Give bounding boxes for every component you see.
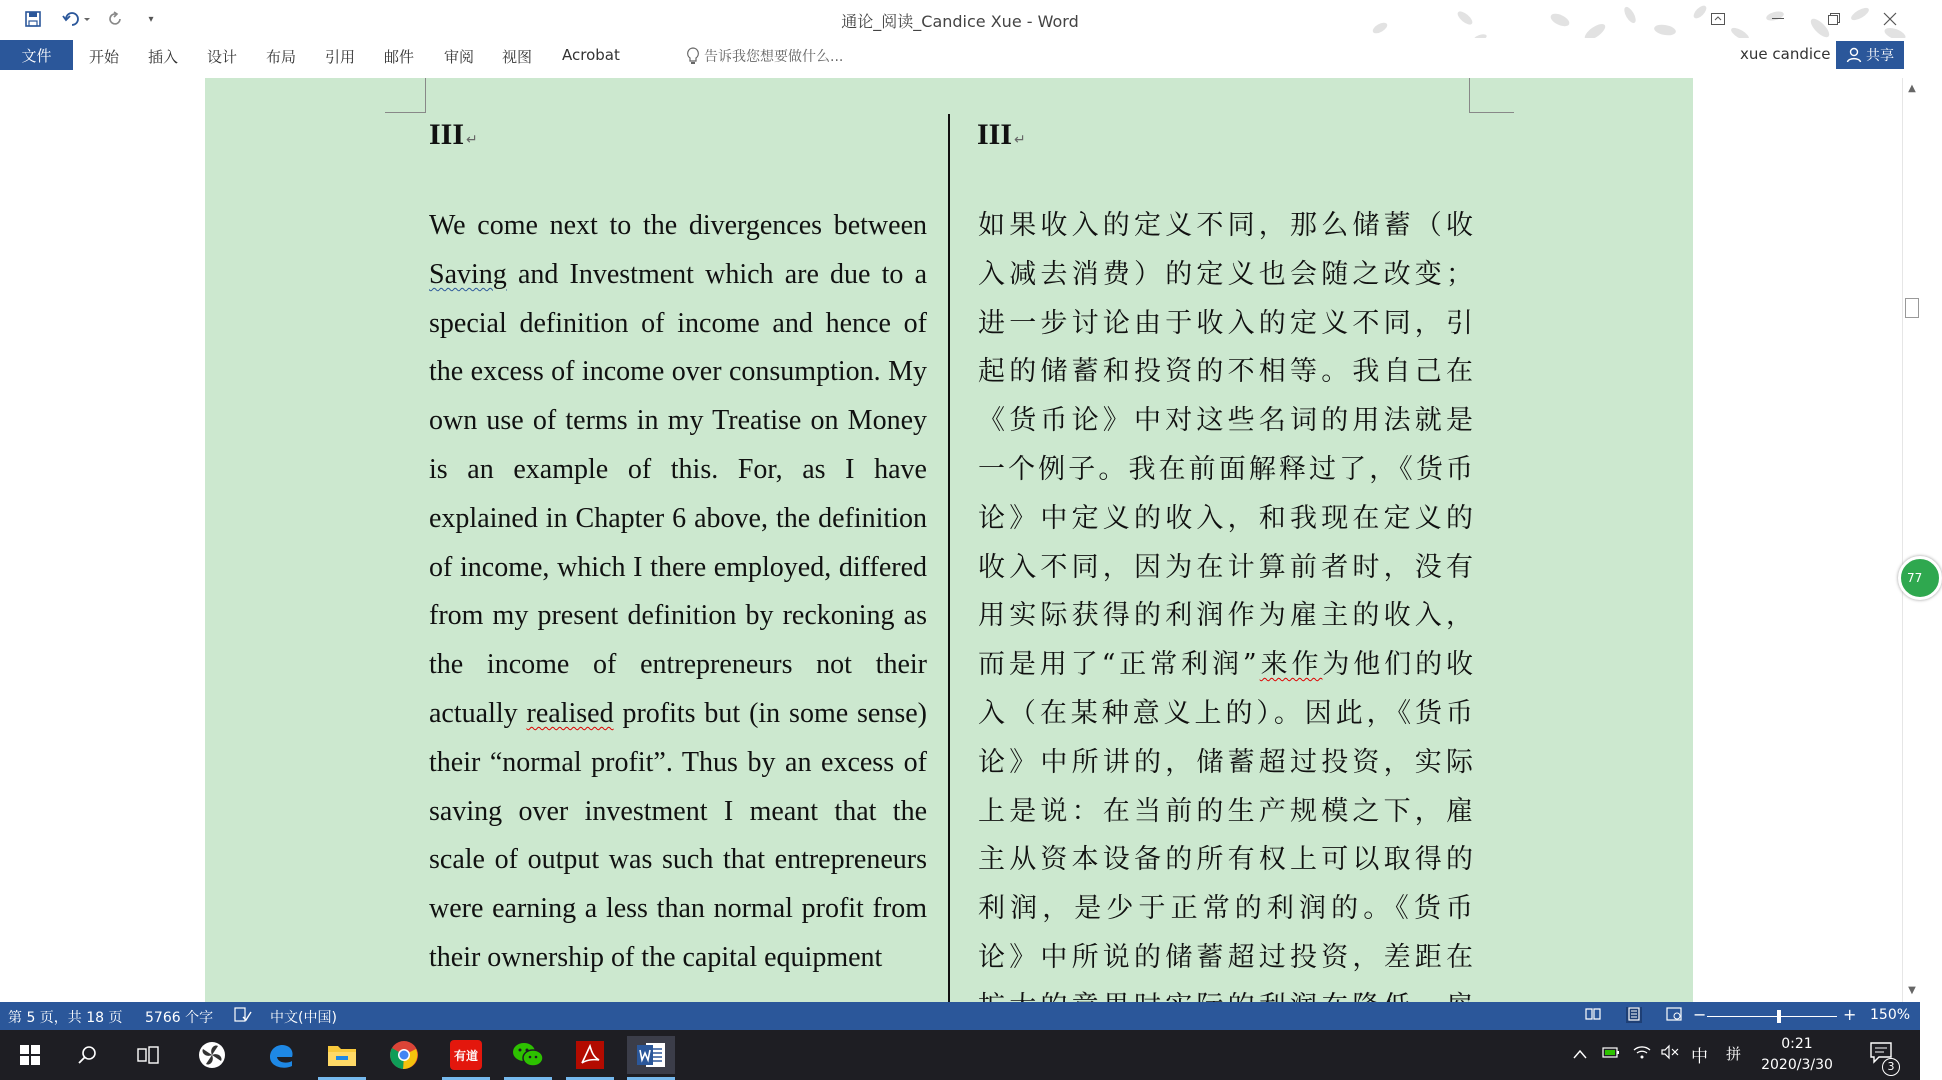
language-indicator[interactable]: 中文(中国) — [270, 1010, 337, 1026]
save-icon[interactable] — [20, 6, 46, 32]
ime-keyboard-indicator[interactable]: 拼 — [1726, 1045, 1742, 1063]
wifi-icon[interactable] — [1633, 1045, 1651, 1063]
web-layout-icon[interactable] — [1666, 1007, 1682, 1023]
tab-insert[interactable]: 插入 — [148, 48, 179, 66]
zoom-slider-thumb[interactable] — [1777, 1010, 1781, 1023]
scroll-up-icon[interactable]: ▲ — [1908, 83, 1916, 94]
tab-file[interactable]: 文件 — [0, 40, 73, 70]
volume-muted-icon[interactable] — [1661, 1045, 1679, 1063]
read-mode-icon[interactable] — [1585, 1007, 1601, 1023]
minimize-icon[interactable] — [1750, 0, 1806, 38]
paragraph-mark-icon: ↵ — [1014, 133, 1026, 148]
crop-mark-left — [385, 78, 426, 113]
tab-acrobat[interactable]: Acrobat — [562, 46, 620, 64]
ime-mode-indicator[interactable]: 中 — [1691, 1047, 1708, 1067]
english-text-part3: profits but (in some sense) their “normal profit”. Thus by an excess of saving over investment I meant that the scale of output was such that entrepreneurs were earning a less than normal profit from their ownership of the capital equipment — [429, 697, 927, 973]
window-title: 通论_阅读_Candice Xue - Word — [841, 12, 1079, 31]
clock-time: 0:21 — [1781, 1036, 1813, 1052]
grammar-flag-saving: Saving — [429, 258, 507, 290]
file-explorer-icon[interactable] — [318, 1036, 366, 1074]
acrobat-icon[interactable] — [566, 1036, 614, 1074]
close-icon[interactable] — [1862, 0, 1918, 38]
tab-mailings[interactable]: 邮件 — [384, 48, 415, 66]
tab-view[interactable]: 视图 — [502, 48, 533, 66]
customize-qat-icon[interactable]: ▾ — [148, 13, 154, 25]
tray-overflow-icon[interactable] — [1573, 1045, 1587, 1063]
clock-date: 2020/3/30 — [1761, 1057, 1833, 1073]
english-text-part2: and Investment which are due to a special definition of income and hence of the excess of income over consumption. My own use of terms in my Treatise on Money is an example of this. For, as I have explained in Chapter 6 above, the definition of income, which I there employed, differed from my present definition by reckoning as the income of entrepreneurs not their actually — [429, 258, 927, 729]
search-icon[interactable] — [64, 1036, 112, 1074]
tab-layout[interactable]: 布局 — [266, 48, 297, 66]
user-account-name[interactable]: xue candice — [1740, 45, 1831, 63]
system-clock[interactable] — [1752, 1034, 1842, 1076]
left-column-heading — [429, 118, 478, 152]
status-bar — [0, 1002, 1920, 1030]
scrollbar-thumb[interactable] — [1905, 298, 1919, 318]
notification-count-badge: 3 — [1882, 1058, 1900, 1076]
english-text-part1: We come next to the divergences between — [429, 210, 927, 241]
proofing-icon[interactable] — [234, 1007, 252, 1027]
start-icon[interactable] — [6, 1036, 54, 1074]
tell-me-placeholder: 告诉我您想要做什么... — [704, 49, 844, 65]
tab-review[interactable]: 审阅 — [444, 48, 475, 66]
chinese-paragraph[interactable] — [978, 202, 1476, 1080]
zoom-in-icon[interactable]: + — [1843, 1005, 1857, 1024]
tab-design[interactable]: 设计 — [207, 48, 238, 66]
lightbulb-icon — [686, 47, 700, 65]
chinese-text-part2: 为他们的收入（在某种意义上的）。因此，《货币论》中所讲的，储蓄超过投资，实际上是说：在当前的生产规模之下，雇主从资本设备的所有权上可以取得的利润，是少于正常的利润的。《货币论》中所说的储蓄超过投资，差距在 — [978, 649, 1477, 973]
document-area — [0, 78, 1902, 1002]
crop-mark-right — [1469, 78, 1514, 113]
youdao-label: 有道 — [450, 1040, 482, 1070]
tab-references[interactable]: 引用 — [325, 48, 356, 66]
share-label: 共享 — [1866, 48, 1894, 64]
zoom-level[interactable]: 150% — [1870, 1007, 1911, 1023]
word-icon[interactable] — [627, 1036, 675, 1074]
chrome-icon[interactable] — [380, 1036, 428, 1074]
zoom-out-icon[interactable]: − — [1693, 1005, 1707, 1024]
task-view-icon[interactable] — [124, 1036, 172, 1074]
spelling-flag-laizuo: 来作 — [1259, 649, 1323, 681]
pinwheel-app-icon[interactable] — [188, 1036, 236, 1074]
chinese-text-part1: 如果收入的定义不同，那么储蓄（收入减去消费）的定义也会随之改变；进一步讨论由于收入的定义不同，引起的储蓄和投资的不相等。我自己在《货币论》中对这些名词的用法就是一个例子。我在前面解释过了，《货币论》中定义的收入，和我现在定义的收入不同，因为在计算前者时，没有用实际获得的利润作为雇主的收入，而是用了“正常利润” — [978, 210, 1476, 681]
print-layout-icon[interactable] — [1626, 1007, 1642, 1023]
right-heading-text: III — [977, 118, 1013, 151]
document-page[interactable] — [205, 78, 1693, 1002]
right-column-heading — [977, 118, 1026, 152]
column-divider — [948, 114, 950, 1014]
english-paragraph[interactable] — [429, 202, 927, 983]
left-heading-text: III — [429, 118, 465, 151]
vertical-scrollbar[interactable] — [1902, 78, 1921, 1002]
tab-home[interactable]: 开始 — [89, 48, 120, 66]
edge-icon[interactable] — [257, 1036, 305, 1074]
person-icon — [1846, 47, 1862, 63]
tell-me-search[interactable] — [686, 46, 843, 66]
undo-icon[interactable] — [58, 6, 94, 32]
battery-tray-icon[interactable] — [1602, 1045, 1622, 1063]
title-bar — [0, 0, 1920, 38]
spelling-flag-realised: realised — [526, 697, 614, 729]
zoom-slider[interactable] — [1707, 1016, 1837, 1017]
ribbon-display-options-icon[interactable] — [1690, 0, 1746, 38]
word-count[interactable]: 5766 个字 — [145, 1010, 214, 1026]
redo-icon[interactable] — [103, 6, 129, 32]
paragraph-mark-icon: ↵ — [466, 133, 478, 148]
ribbon-tab-bar — [0, 38, 1920, 72]
windows-taskbar — [0, 1030, 1920, 1080]
floating-badge[interactable]: 77 — [1898, 556, 1942, 600]
scroll-down-icon[interactable]: ▼ — [1908, 985, 1916, 996]
wechat-icon[interactable] — [504, 1036, 552, 1074]
youdao-icon[interactable] — [442, 1036, 490, 1074]
page-info[interactable]: 第 5 页，共 18 页 — [8, 1010, 123, 1026]
share-button[interactable] — [1836, 41, 1904, 69]
restore-icon[interactable] — [1806, 0, 1862, 38]
